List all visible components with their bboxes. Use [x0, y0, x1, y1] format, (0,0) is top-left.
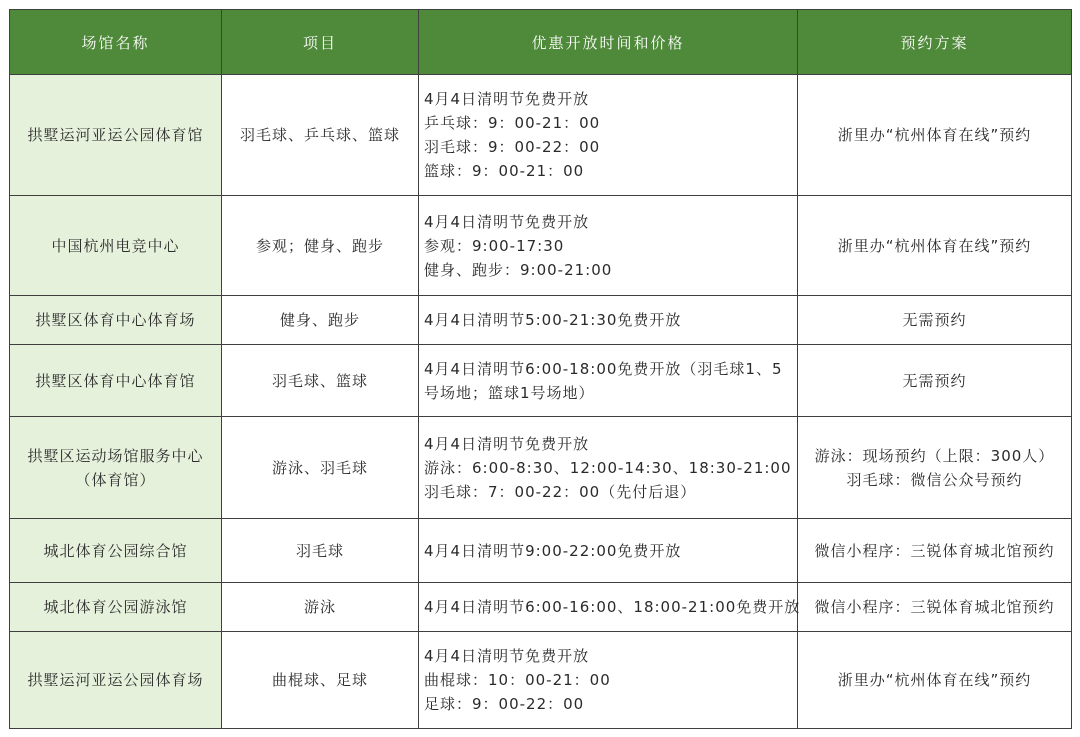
booking-text-line: 浙里办“杭州体育在线”预约: [837, 236, 1032, 255]
project-text-line: 健身、跑步: [279, 311, 360, 329]
booking-cell: [798, 75, 1072, 196]
time-text-line: 足球：9：00-22：00: [424, 695, 585, 713]
time-cell: [419, 196, 798, 296]
time-text-line: 羽毛球：7：00-22：00（先付后退）: [424, 482, 697, 501]
venue-cell: [10, 583, 222, 632]
venue-text-line: 拱墅区运动场馆服务中心: [27, 446, 204, 465]
table-row: [10, 75, 1072, 196]
venue-text-line: 拱墅区体育中心体育馆: [35, 371, 196, 390]
project-cell: [222, 632, 419, 729]
time-text-line: 曲棍球：10：00-21：00: [424, 671, 611, 689]
time-cell: [419, 632, 798, 729]
header-row: [10, 10, 1072, 75]
project-cell: [222, 417, 419, 519]
booking-cell: [798, 345, 1072, 417]
booking-cell: [798, 296, 1072, 345]
booking-text-line: 游泳：现场预约（上限：300人）: [814, 446, 1055, 465]
table-row: [10, 519, 1072, 583]
table-row: [10, 632, 1072, 729]
venue-text-line: （体育馆）: [75, 470, 156, 489]
project-cell: [222, 75, 419, 196]
time-text-line: 篮球：9：00-21：00: [424, 162, 585, 180]
booking-text-line: 浙里办“杭州体育在线”预约: [837, 126, 1032, 144]
project-cell: [222, 196, 419, 296]
venue-cell: [10, 296, 222, 345]
venue-text-line: 中国杭州电竞中心: [51, 236, 180, 255]
table-row: [10, 345, 1072, 417]
time-text-line: 乒乓球：9：00-21：00: [424, 114, 601, 132]
time-cell: [419, 75, 798, 196]
time-text-line: 羽毛球：9：00-22：00: [424, 138, 601, 156]
project-cell: [222, 296, 419, 345]
time-text-line: 4月4日清明节免费开放: [424, 647, 590, 665]
booking-text-line: 微信小程序：三锐体育城北馆预约: [814, 541, 1055, 560]
project-text-line: 曲棍球、足球: [271, 671, 368, 689]
project-text-line: 羽毛球: [295, 541, 344, 560]
header-booking: 预约方案: [798, 10, 1072, 75]
time-cell: [419, 296, 798, 345]
header-venue: 场馆名称: [10, 10, 222, 75]
time-text-line: 4月4日清明节免费开放: [424, 434, 590, 453]
venue-text-line: 城北体育公园综合馆: [43, 541, 188, 560]
project-text-line: 游泳、羽毛球: [271, 458, 368, 477]
project-cell: [222, 345, 419, 417]
booking-text-line: 微信小程序：三锐体育城北馆预约: [814, 598, 1055, 616]
table-row: [10, 417, 1072, 519]
table-body: [10, 75, 1072, 729]
venue-cell: [10, 75, 222, 196]
project-text-line: 游泳: [303, 598, 336, 616]
time-text-line: 健身、跑步：9:00-21:00: [424, 260, 613, 279]
venue-text-line: 城北体育公园游泳馆: [43, 598, 188, 616]
booking-text-line: 浙里办“杭州体育在线”预约: [837, 671, 1032, 689]
booking-text-line: 羽毛球：微信公众号预约: [846, 470, 1023, 489]
project-cell: [222, 519, 419, 583]
time-text-line: 4月4日清明节6:00-18:00免费开放（羽毛球1、5: [424, 359, 783, 378]
time-cell: [419, 519, 798, 583]
booking-cell: [798, 196, 1072, 296]
project-text-line: 参观；健身、跑步: [255, 236, 384, 255]
time-text-line: 游泳：6:00-8:30、12:00-14:30、18:30-21:00: [424, 458, 792, 477]
venue-text-line: 拱墅区体育中心体育场: [35, 311, 196, 329]
time-text-line: 4月4日清明节6:00-16:00、18:00-21:00免费开放: [424, 598, 801, 616]
project-text-line: 羽毛球、篮球: [271, 371, 368, 390]
venue-cell: [10, 632, 222, 729]
venue-text-line: 拱墅运河亚运公园体育场: [27, 671, 204, 689]
venue-cell: [10, 345, 222, 417]
time-cell: [419, 417, 798, 519]
time-cell: [419, 345, 798, 417]
booking-cell: [798, 583, 1072, 632]
venue-text-line: 拱墅运河亚运公园体育馆: [27, 126, 204, 144]
booking-cell: [798, 519, 1072, 583]
venue-cell: [10, 519, 222, 583]
booking-cell: [798, 632, 1072, 729]
time-text-line: 4月4日清明节免费开放: [424, 90, 590, 108]
project-cell: [222, 583, 419, 632]
time-text-line: 4月4日清明节9:00-22:00免费开放: [424, 541, 682, 560]
time-cell: [419, 583, 801, 632]
table-row: [10, 583, 1072, 632]
time-text-line: 参观：9:00-17:30: [424, 236, 565, 255]
table-row: [10, 196, 1072, 296]
venue-schedule-table: [9, 9, 1072, 729]
header-project: 项目: [222, 10, 419, 75]
booking-cell: [798, 417, 1072, 519]
time-text-line: 号场地；篮球1号场地）: [424, 383, 595, 402]
time-text-line: 4月4日清明节免费开放: [424, 212, 590, 231]
booking-text-line: 无需预约: [902, 371, 967, 390]
table-row: [10, 296, 1072, 345]
time-text-line: 4月4日清明节5:00-21:30免费开放: [424, 311, 682, 329]
header-time: 优惠开放时间和价格: [419, 10, 798, 75]
booking-text-line: 无需预约: [902, 311, 967, 329]
project-text-line: 羽毛球、乒乓球、篮球: [239, 126, 400, 144]
venue-cell: [10, 196, 222, 296]
venue-cell: [10, 417, 222, 519]
